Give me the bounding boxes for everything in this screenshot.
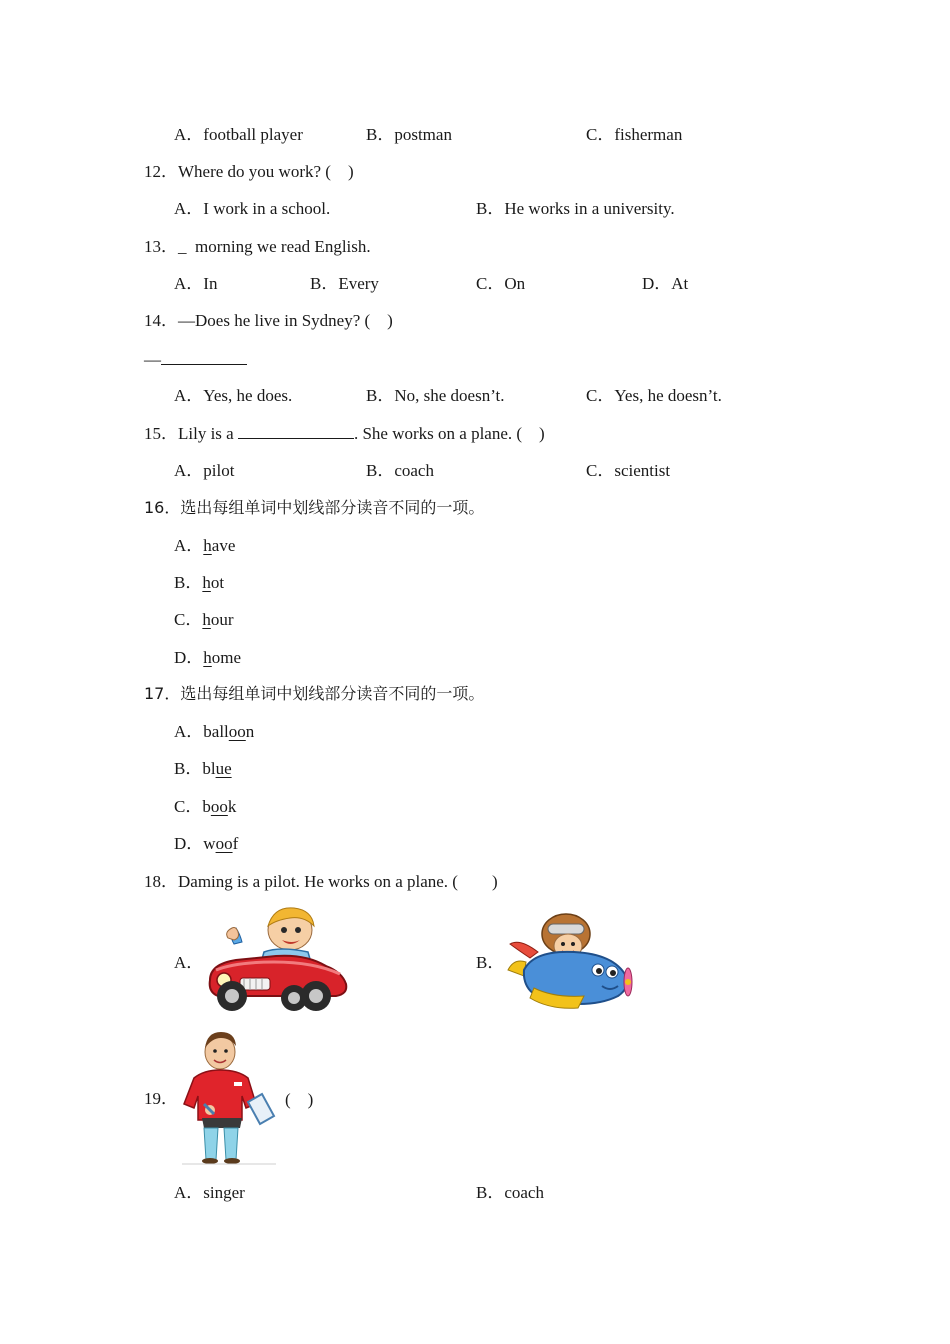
q14-option-b: B．No, she doesn’t. xyxy=(366,386,505,405)
q13-option-c: C．On xyxy=(476,274,526,293)
q12-option-a: A．I work in a school. xyxy=(174,199,331,218)
q16-option-a: A．have xyxy=(174,536,236,555)
q13-stem: 13．_ morning we read English. xyxy=(144,237,371,256)
q15-option-a: A．pilot xyxy=(174,461,235,480)
q14-option-a: A．Yes, he does. xyxy=(174,386,293,405)
q14-answer-line: — xyxy=(144,350,247,370)
q11-option-c: C．fisherman xyxy=(586,125,683,144)
q17-stem: 17．选出每组单词中划线部分读音不同的一项。 xyxy=(144,684,485,703)
q17-option-b: B．blue xyxy=(174,759,232,778)
q19-option-a: A．singer xyxy=(174,1183,245,1202)
q17-option-c: C．book xyxy=(174,797,237,816)
q15-option-c: C．scientist xyxy=(586,461,671,480)
q13-option-d: D．At xyxy=(642,274,689,293)
q13-option-a: A．In xyxy=(174,274,218,293)
q15-option-b: B．coach xyxy=(366,461,434,480)
q16-option-c: C．hour xyxy=(174,610,234,629)
q17-option-d: D．woof xyxy=(174,834,239,853)
q18-stem: 18．Daming is a pilot. He works on a plane. ( ) xyxy=(144,872,498,891)
boy-in-red-car-image xyxy=(204,908,348,1014)
q11-option-b: B．postman xyxy=(366,125,452,144)
q17-option-a: A．balloon xyxy=(174,722,255,741)
q16-option-d: D．home xyxy=(174,648,242,667)
pilot-in-blue-plane-image xyxy=(506,910,636,1012)
q16-option-b: B．hot xyxy=(174,573,225,592)
q14-stem: 14．—Does he live in Sydney? ( ) xyxy=(144,311,393,330)
q18-option-a-label: A． xyxy=(174,953,204,972)
q11-option-a: A．football player xyxy=(174,125,303,144)
q16-stem: 16．选出每组单词中划线部分读音不同的一项。 xyxy=(144,498,485,517)
q14-option-c: C．Yes, he doesn’t. xyxy=(586,386,722,405)
q15-stem: 15．Lily is a . She works on a plane. ( ) xyxy=(144,424,545,443)
q19-number: 19． xyxy=(144,1089,178,1108)
q12-stem: 12．Where do you work? ( ) xyxy=(144,162,354,181)
q19-paren: ( ) xyxy=(285,1090,314,1109)
q12-option-b: B．He works in a university. xyxy=(476,199,675,218)
man-in-red-shirt-image xyxy=(178,1030,278,1166)
q19-option-b: B．coach xyxy=(476,1183,544,1202)
q18-option-b-label: B． xyxy=(476,953,505,972)
q13-option-b: B．Every xyxy=(310,274,379,293)
